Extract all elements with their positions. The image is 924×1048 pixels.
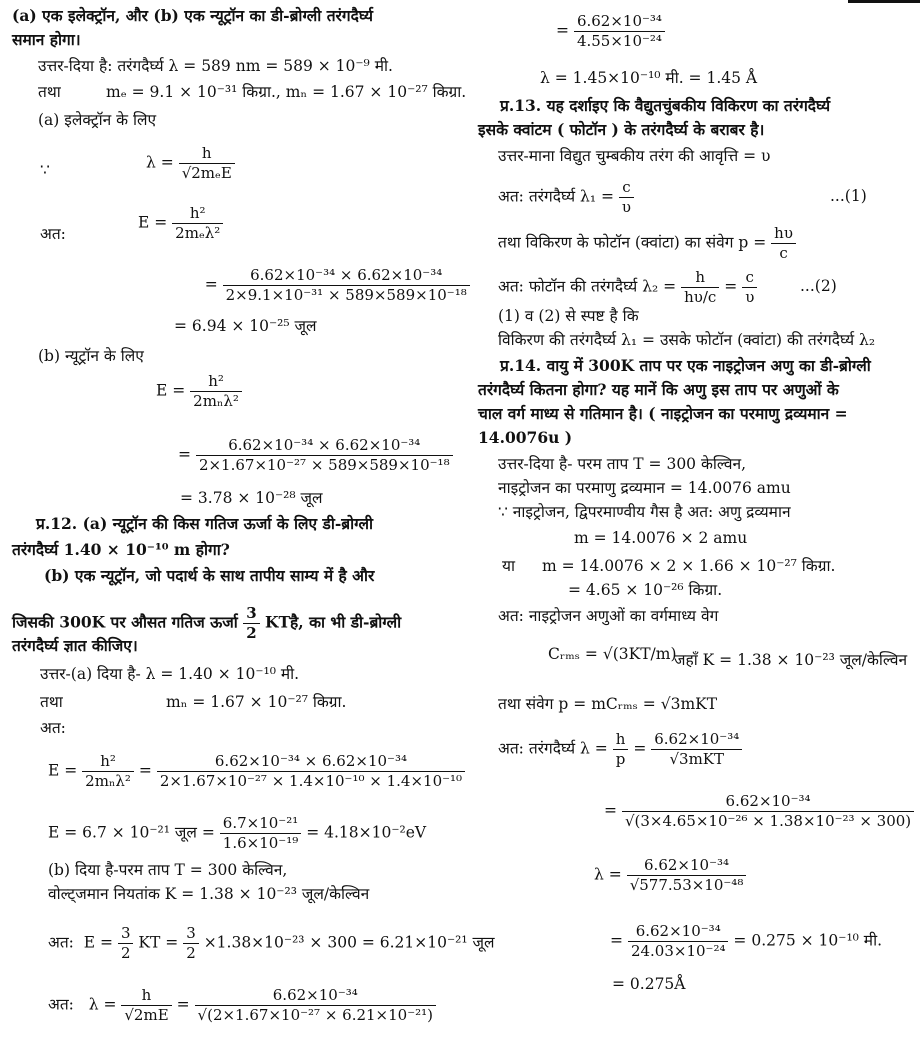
root: √(3KT/m): [602, 645, 677, 663]
numerator: 6.62×10⁻³⁴: [627, 856, 747, 876]
numerator: 6.62×10⁻³⁴: [195, 986, 436, 1006]
part-b-wavelength: [48, 986, 436, 1025]
answer-12-mass: mₙ = 1.67 × 10⁻²⁷ किग्रा.: [166, 693, 347, 711]
numerator: h²: [190, 372, 242, 392]
label-tatha: तथा: [40, 693, 63, 711]
numerator: 3: [118, 924, 134, 944]
answer-13-momentum: [498, 224, 796, 263]
fraction: [243, 604, 259, 643]
fraction: [190, 372, 242, 411]
lambda-formula: [146, 144, 235, 183]
label-atah: अत:: [48, 995, 74, 1014]
denominator: υ: [745, 288, 755, 306]
equals: =: [556, 21, 569, 40]
numerator: h: [179, 144, 235, 164]
denominator: hυ/c: [684, 288, 717, 306]
denominator: 2mₑλ²: [175, 224, 221, 242]
fraction: [196, 436, 453, 475]
numerator: h: [613, 730, 629, 750]
fraction: [121, 986, 171, 1025]
answer-13-conclusion: विकिरण की तरंगदैर्घ्य λ₁ = उसके फोटॉन (क्वांटा) की तरंगदैर्घ्य λ₂: [498, 331, 876, 349]
fraction: [118, 924, 134, 963]
question-14: 14.0076u ): [478, 428, 573, 447]
wavelength-formula: [498, 730, 742, 769]
denominator: 2: [246, 624, 257, 642]
fraction: [628, 922, 729, 961]
denominator: 2×9.1×10⁻³¹ × 589×589×10⁻¹⁸: [225, 286, 467, 304]
equals: =: [138, 761, 152, 780]
question-12: तरंगदैर्घ्य ज्ञात कीजिए।: [12, 636, 138, 655]
answer-14: ∵ नाइट्रोजन, द्विपरमाण्वीय गैस है अत: अणु द्रव्यमान: [498, 503, 791, 521]
carry-over-result: λ = 1.45×10⁻¹⁰ मी. = 1.45 Å: [540, 69, 758, 87]
fraction: [613, 730, 629, 769]
equals: =: [604, 801, 617, 820]
neutron-substitution: [178, 436, 453, 475]
numerator: 6.62×10⁻³⁴: [574, 12, 665, 32]
denominator: p: [615, 750, 626, 768]
electron-heading: (a) इलेक्ट्रॉन के लिए: [38, 111, 157, 129]
denominator: √577.53×10⁻⁴⁸: [629, 876, 744, 894]
numerator: h: [121, 986, 171, 1006]
because-symbol: ∵: [40, 161, 50, 179]
lhs: λ =: [594, 865, 622, 884]
text: KTहै, का भी डी-ब्रोग्ली: [265, 612, 402, 632]
fraction: [183, 924, 199, 963]
question-text: समान होगा।: [12, 30, 81, 49]
neutron-result: = 3.78 × 10⁻²⁸ जूल: [180, 489, 323, 507]
question-14: प्र.14. वायु में 300K ताप पर एक नाइट्रोजन अणु का डी-ब्रोग्ली: [500, 356, 871, 375]
wavelength-step-3: [610, 922, 882, 961]
numerator: 6.7×10⁻²¹: [220, 814, 301, 834]
numerator: 3: [243, 604, 259, 624]
constant-note: जहाँ K = 1.38 × 10⁻²³ जूल/केल्विन: [674, 651, 908, 669]
momentum-line: तथा संवेग p = mCᵣₘₛ = √3mKT: [498, 695, 718, 713]
fraction: [195, 986, 436, 1025]
energy-formula: [138, 204, 223, 243]
fraction: [223, 266, 470, 305]
text: जिसकी 300K पर औसत गतिज ऊर्जा: [12, 612, 238, 632]
equals: =: [633, 739, 647, 758]
denominator: √(3×4.65×10⁻²⁶ × 1.38×10⁻²³ × 300): [624, 812, 912, 830]
answer-12-given: उत्तर-(a) दिया है- λ = 1.40 × 10⁻¹⁰ मी.: [40, 665, 300, 683]
numerator: 6.62×10⁻³⁴: [622, 792, 914, 812]
label-atah: अत:: [40, 225, 66, 243]
fraction: [82, 752, 134, 791]
question-12: (b) एक न्यूट्रॉन, जो पदार्थ के साथ तापीय साम्य में है और: [44, 566, 375, 585]
denominator: 2: [186, 944, 196, 962]
denominator: 2: [120, 944, 131, 962]
text: अत: फोटॉन की तरंगदैर्घ्य λ₂ =: [498, 277, 677, 296]
answer-given: उत्तर-दिया है: तरंगदैर्घ्य λ = 589 nm = 589 × 10⁻⁹ मी.: [38, 57, 393, 75]
answer-12-energy-ev: [48, 814, 426, 853]
denominator: √(2×1.67×10⁻²⁷ × 6.21×10⁻²¹): [197, 1006, 434, 1024]
lhs: λ =: [146, 153, 174, 172]
denominator: √2mE: [124, 1006, 169, 1024]
lhs: E =: [138, 213, 168, 232]
neutron-energy-formula: [156, 372, 242, 411]
question-13: प्र.13. यह दर्शाइए कि वैद्युतचुंबकीय विकिरण का तरंगदैर्घ्य: [500, 96, 831, 115]
text: = 4.18×10⁻²eV: [306, 823, 427, 842]
denominator: 4.55×10⁻²⁴: [576, 32, 662, 50]
numerator: 6.62×10⁻³⁴ × 6.62×10⁻³⁴: [223, 266, 470, 286]
label-tatha: तथा: [38, 83, 61, 101]
answer-14: उत्तर-दिया है- परम ताप T = 300 केल्विन,: [498, 455, 747, 473]
question-14: चाल वर्ग माध्य से गतिमान है। ( नाइट्रोजन का परमाणु द्रव्यमान =: [478, 404, 848, 423]
denominator: 2mₙλ²: [193, 392, 239, 410]
text: अत: तरंगदैर्घ्य λ =: [498, 739, 608, 758]
question-text: (a) एक इलेक्ट्रॉन, और (b) एक न्यूट्रॉन का डी-ब्रोग्ली तरंगदैर्घ्य: [12, 6, 373, 25]
lhs: E =: [48, 761, 78, 780]
fraction: [619, 178, 634, 217]
answer-13-conclusion: (1) व (2) से स्पष्ट है कि: [498, 307, 639, 325]
final-answer: = 0.275Å: [612, 975, 686, 993]
equals: =: [724, 277, 738, 296]
denominator: υ: [621, 198, 632, 216]
label-atah: अत:: [48, 933, 74, 952]
equals: =: [610, 931, 623, 950]
fraction: [627, 856, 747, 895]
lhs: E =: [156, 381, 186, 400]
electron-substitution: [172, 266, 470, 305]
wavelength-step-2: [594, 856, 746, 895]
equals: =: [178, 445, 191, 464]
numerator: c: [742, 268, 757, 288]
text: तथा विकिरण के फोटॉन (क्वांटा) का संवेग p =: [498, 233, 767, 252]
denominator: 2mₙλ²: [85, 772, 131, 790]
fraction: [651, 730, 742, 769]
fraction: [622, 792, 914, 831]
numerator: h²: [82, 752, 134, 772]
lhs: λ =: [88, 995, 117, 1014]
answer-13: उत्तर-माना विद्युत चुम्बकीय तरंग की आवृत्ति = υ: [498, 147, 771, 165]
answer-14: अत: नाइट्रोजन अणुओं का वर्गमाध्य वेग: [498, 607, 719, 625]
top-rule: [848, 0, 920, 3]
numerator: hυ: [771, 224, 796, 244]
numerator: 6.62×10⁻³⁴: [628, 922, 729, 942]
question-12: प्र.12. (a) न्यूट्रॉन की किस गतिज ऊर्जा के लिए डी-ब्रोग्ली: [36, 514, 374, 533]
label-atah: अत:: [40, 719, 66, 737]
part-b-given: (b) दिया है-परम ताप T = 300 केल्विन,: [48, 861, 288, 879]
fraction: [771, 224, 796, 263]
answer-13-eq2: [498, 268, 757, 307]
answer-14: नाइट्रोजन का परमाणु द्रव्यमान = 14.0076 amu: [498, 479, 791, 497]
answer-12-energy: [48, 752, 465, 791]
fraction: [179, 144, 235, 183]
question-14: तरंगदैर्घ्य कितना होगा? यह मानें कि अणु इस ताप पर अणुओं के: [478, 380, 839, 399]
text: ×1.38×10⁻²³ × 300 = 6.21×10⁻²¹ जूल: [203, 933, 495, 952]
fraction: [681, 268, 719, 307]
denominator: c: [779, 244, 788, 262]
question-13: इसके क्वांटम ( फोटॉन ) के तरंगदैर्घ्य के बराबर है।: [478, 120, 765, 139]
numerator: 6.62×10⁻³⁴: [651, 730, 742, 750]
lhs: E =: [83, 933, 113, 952]
text: = 0.275 × 10⁻¹⁰ मी.: [733, 931, 883, 950]
text: अत: तरंगदैर्घ्य λ₁ =: [498, 187, 614, 206]
text: KT =: [138, 933, 179, 952]
text: Cᵣₘₛ =: [548, 645, 598, 663]
equation-number: ...(2): [800, 277, 837, 295]
fraction: [742, 268, 757, 307]
numerator: 6.62×10⁻³⁴ × 6.62×10⁻³⁴: [157, 752, 465, 772]
equals: =: [176, 995, 190, 1014]
numerator: c: [619, 178, 634, 198]
equals: =: [204, 275, 218, 294]
fraction: [220, 814, 301, 853]
fraction: [574, 12, 665, 51]
numerator: 6.62×10⁻³⁴ × 6.62×10⁻³⁴: [196, 436, 453, 456]
denominator: 1.6×10⁻¹⁹: [222, 834, 299, 852]
part-b-energy: [48, 924, 495, 963]
answer-14: = 4.65 × 10⁻²⁶ किग्रा.: [568, 581, 723, 599]
rms-velocity: [548, 644, 677, 664]
masses-line: mₑ = 9.1 × 10⁻³¹ किग्रा., mₙ = 1.67 × 10⁻²⁷ किग्रा.: [106, 83, 467, 101]
label-ya: या: [502, 557, 516, 575]
question-12: तरंगदैर्घ्य 1.40 × 10⁻¹⁰ m होगा?: [12, 540, 230, 559]
answer-14: m = 14.0076 × 2 × 1.66 × 10⁻²⁷ किग्रा.: [542, 557, 836, 575]
denominator: 2×1.67×10⁻²⁷ × 1.4×10⁻¹⁰ × 1.4×10⁻¹⁰: [159, 772, 463, 790]
numerator: h: [681, 268, 719, 288]
denominator: 2×1.67×10⁻²⁷ × 589×589×10⁻¹⁸: [198, 456, 450, 474]
answer-13-eq1: [498, 178, 634, 217]
answer-14: m = 14.0076 × 2 amu: [574, 529, 748, 547]
fraction: [172, 204, 223, 243]
wavelength-step-1: [604, 792, 914, 831]
denominator: √3mKT: [669, 750, 725, 768]
denominator: √2mₑE: [181, 164, 232, 182]
numerator: h²: [172, 204, 223, 224]
numerator: 3: [183, 924, 199, 944]
text: E = 6.7 × 10⁻²¹ जूल =: [48, 823, 215, 842]
boltzmann-constant: वोल्ट्जमान नियतांक K = 1.38 × 10⁻²³ जूल/केल्विन: [48, 885, 370, 903]
equation-number: ...(1): [830, 187, 867, 205]
electron-result: = 6.94 × 10⁻²⁵ जूल: [174, 317, 317, 335]
fraction: [157, 752, 465, 791]
neutron-heading: (b) न्यूट्रॉन के लिए: [38, 347, 144, 365]
denominator: 24.03×10⁻²⁴: [630, 942, 726, 960]
carry-over-fraction: [556, 12, 665, 51]
